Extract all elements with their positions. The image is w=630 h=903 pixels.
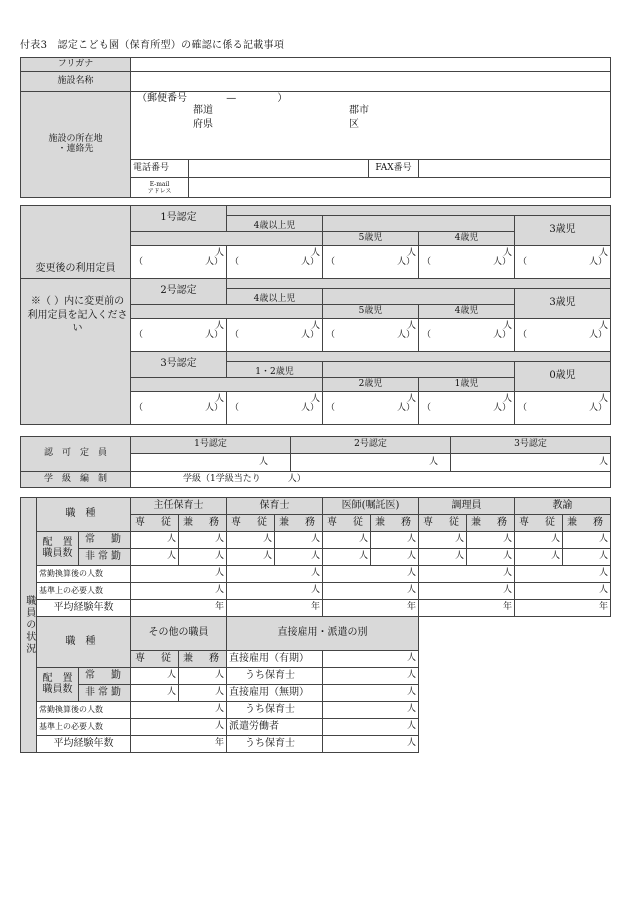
- other-summary-value[interactable]: 人: [131, 719, 227, 736]
- postal-close: ）: [277, 93, 288, 104]
- placement-label-2: 配 置 職員数: [37, 668, 79, 702]
- furigana-label: フリガナ: [21, 58, 131, 72]
- dedicated-header-2: 専 従: [131, 651, 179, 668]
- capacity-value-2-1[interactable]: [131, 319, 227, 352]
- approved-col-3: 3号認定: [451, 437, 611, 454]
- staff-summary-value[interactable]: 年: [515, 600, 611, 617]
- capacity-cert-1: 1号認定: [131, 206, 227, 232]
- paren-close: 人）: [300, 257, 319, 268]
- paren-open: （: [326, 403, 336, 414]
- address-label: 施設の所在地 ・連絡先: [21, 92, 131, 198]
- paren-open: （: [134, 403, 144, 414]
- capacity-header-band: [227, 352, 611, 362]
- paren-open: （: [134, 330, 144, 341]
- prefecture-top: 都道: [193, 105, 213, 116]
- capacity-value-3-1[interactable]: [131, 392, 227, 425]
- approved-col-2: 2号認定: [291, 437, 451, 454]
- capacity-last-2: 3歳児: [515, 289, 611, 319]
- placement-fulltime-2: 常 勤: [79, 668, 131, 685]
- phone-field[interactable]: [189, 160, 369, 178]
- staff-count-parttime[interactable]: 人: [419, 549, 467, 566]
- paren-open: （: [422, 403, 432, 414]
- email-label: E-mail アドレス: [131, 178, 189, 198]
- approved-col-1: 1号認定: [131, 437, 291, 454]
- staff-summary-value[interactable]: 年: [227, 600, 323, 617]
- fte-label-2: 常勤換算後の人数: [37, 702, 131, 719]
- concurrent-header: 兼 務: [563, 515, 611, 532]
- staff-summary-value[interactable]: 年: [131, 600, 227, 617]
- capacity-sub2-3: 1歳児: [419, 378, 515, 392]
- person-unit: 人: [310, 248, 320, 258]
- email-field[interactable]: [189, 178, 611, 198]
- person-unit: 人: [214, 248, 224, 258]
- employment-row-5: 派遣労働者: [227, 719, 323, 736]
- city-top: 郡市: [349, 105, 369, 116]
- person-unit: 人: [406, 394, 416, 404]
- paren-close: 人）: [588, 403, 607, 414]
- paren-open: （: [326, 257, 336, 268]
- person-unit: 人: [310, 394, 320, 404]
- staff-summary-value[interactable]: 人: [323, 583, 419, 600]
- other-count-dedicated[interactable]: 人: [131, 685, 179, 702]
- capacity-value-1-2[interactable]: [227, 246, 323, 279]
- staff-count-fulltime[interactable]: 人: [227, 532, 275, 549]
- staff-count-fulltime[interactable]: 人: [467, 532, 515, 549]
- paren-close: 人）: [492, 330, 511, 341]
- concurrent-header-2: 兼 務: [179, 651, 227, 668]
- staff-summary-value[interactable]: 人: [131, 583, 227, 600]
- staff-count-parttime[interactable]: 人: [323, 549, 371, 566]
- employment-row-1: 直接雇用（有期）: [227, 651, 323, 668]
- dedicated-header: 専 従: [515, 515, 563, 532]
- capacity-value-3-2[interactable]: [227, 392, 323, 425]
- employment-row-4: うち保育士: [227, 702, 323, 719]
- dedicated-header: 専 従: [419, 515, 467, 532]
- employment-label: 直接雇用・派遣の別: [227, 617, 419, 651]
- staff-summary-value[interactable]: 人: [515, 566, 611, 583]
- capacity-cert-2: 2号認定: [131, 279, 227, 305]
- city-bottom: 区: [349, 119, 359, 130]
- experience-label: 平均経験年数: [37, 600, 131, 617]
- paren-open: （: [422, 330, 432, 341]
- staff-summary-value[interactable]: 人: [227, 566, 323, 583]
- required-label-2: 基準上の必要人数: [37, 719, 131, 736]
- paren-close: 人）: [204, 403, 223, 414]
- paren-open: （: [518, 403, 528, 414]
- staff-count-fulltime[interactable]: 人: [419, 532, 467, 549]
- capacity-value-2-3[interactable]: [323, 319, 419, 352]
- person-unit: 人: [502, 394, 512, 404]
- concurrent-header: 兼 務: [467, 515, 515, 532]
- staff-count-parttime[interactable]: 人: [275, 549, 323, 566]
- capacity-value-2-2[interactable]: [227, 319, 323, 352]
- staff-count-parttime[interactable]: 人: [563, 549, 611, 566]
- capacity-value-2-5[interactable]: [515, 319, 611, 352]
- experience-label-2: 平均経験年数: [37, 736, 131, 753]
- staff-count-fulltime[interactable]: 人: [323, 532, 371, 549]
- other-staff-label: その他の職員: [131, 617, 227, 651]
- other-count-dedicated[interactable]: 人: [131, 668, 179, 685]
- capacity-group-1: 4歳以上児: [227, 216, 323, 232]
- other-summary-value[interactable]: 年: [131, 736, 227, 753]
- paren-close: 人）: [396, 330, 415, 341]
- staff-type-5: 教諭: [515, 498, 611, 515]
- staff-count-fulltime[interactable]: 人: [563, 532, 611, 549]
- concurrent-header: 兼 務: [275, 515, 323, 532]
- person-unit: 人: [598, 248, 608, 258]
- paren-close: 人）: [588, 257, 607, 268]
- capacity-sub2-2: 4歳児: [419, 305, 515, 319]
- person-unit: 人: [406, 248, 416, 258]
- fax-field[interactable]: [419, 160, 611, 178]
- staff-count-fulltime[interactable]: 人: [515, 532, 563, 549]
- capacity-value-1-3[interactable]: [323, 246, 419, 279]
- paren-open: （: [230, 403, 240, 414]
- staff-summary-value[interactable]: 人: [515, 583, 611, 600]
- capacity-group-blank-1: [323, 216, 515, 232]
- paren-close: 人）: [492, 403, 511, 414]
- staff-type-4: 調理員: [419, 498, 515, 515]
- staff-count-parttime[interactable]: 人: [179, 549, 227, 566]
- placement-parttime-2: 非常勤: [79, 685, 131, 702]
- facility-name-label: 施設名称: [21, 72, 131, 92]
- staff-type-1: 主任保育士: [131, 498, 227, 515]
- empty-area: [419, 617, 611, 753]
- paren-open: （: [326, 330, 336, 341]
- capacity-cert-3: 3号認定: [131, 352, 227, 378]
- staff-count-fulltime[interactable]: 人: [131, 532, 179, 549]
- paren-close: 人）: [300, 403, 319, 414]
- paren-open: （: [422, 257, 432, 268]
- staff-count-parttime[interactable]: 人: [371, 549, 419, 566]
- staff-summary-value[interactable]: 年: [419, 600, 515, 617]
- person-unit: 人: [214, 394, 224, 404]
- approved-table: [20, 436, 611, 488]
- paren-open: （: [230, 257, 240, 268]
- capacity-sub1-1: 5歳児: [323, 232, 419, 246]
- staff-type-label-2: 職 種: [37, 617, 131, 668]
- staff-type-3: 医師(嘱託医): [323, 498, 419, 515]
- approved-value-3[interactable]: 人: [451, 454, 611, 472]
- staff-count-fulltime[interactable]: 人: [275, 532, 323, 549]
- paren-close: 人）: [396, 257, 415, 268]
- staff-summary-value[interactable]: 人: [419, 566, 515, 583]
- person-unit: 人: [502, 248, 512, 258]
- staff-type-2: 保育士: [227, 498, 323, 515]
- staff-count-parttime[interactable]: 人: [227, 549, 275, 566]
- capacity-header-band: [227, 206, 611, 216]
- concurrent-header: 兼 務: [179, 515, 227, 532]
- capacity-last-3: 0歳児: [515, 362, 611, 392]
- staff-count-fulltime[interactable]: 人: [179, 532, 227, 549]
- paren-close: 人）: [300, 330, 319, 341]
- staff-summary-value[interactable]: 人: [323, 566, 419, 583]
- capacity-cert-blank-2: [131, 305, 323, 319]
- dedicated-header: 専 従: [131, 515, 179, 532]
- class-field[interactable]: 学級（1学級当たり 人）: [131, 472, 611, 488]
- capacity-group-blank-3: [323, 362, 515, 378]
- staff-summary-value[interactable]: 人: [227, 583, 323, 600]
- employment-value-3[interactable]: 人: [323, 685, 419, 702]
- capacity-value-1-1[interactable]: [131, 246, 227, 279]
- staff-summary-value[interactable]: 人: [419, 583, 515, 600]
- address-field[interactable]: [131, 92, 611, 160]
- staff-summary-value[interactable]: 年: [323, 600, 419, 617]
- capacity-sub1-3: 2歳児: [323, 378, 419, 392]
- paren-close: 人）: [588, 330, 607, 341]
- dedicated-header: 専 従: [323, 515, 371, 532]
- paren-open: （: [518, 257, 528, 268]
- staff-count-parttime[interactable]: 人: [131, 549, 179, 566]
- capacity-value-3-3[interactable]: [323, 392, 419, 425]
- employment-row-6: うち保育士: [227, 736, 323, 753]
- person-unit: 人: [502, 321, 512, 331]
- fax-label: FAX番号: [369, 160, 419, 178]
- fte-label: 常勤換算後の人数: [37, 566, 131, 583]
- person-unit: 人: [406, 321, 416, 331]
- employment-value-4[interactable]: 人: [323, 702, 419, 719]
- capacity-value-1-4[interactable]: [419, 246, 515, 279]
- other-summary-value[interactable]: 人: [131, 702, 227, 719]
- prefecture-bottom: 府県: [193, 119, 213, 130]
- postal-dash: —: [226, 93, 237, 104]
- paren-close: 人）: [204, 330, 223, 341]
- placement-parttime: 非常勤: [79, 549, 131, 566]
- capacity-value-3-5[interactable]: [515, 392, 611, 425]
- required-label: 基準上の必要人数: [37, 583, 131, 600]
- other-count-concurrent[interactable]: 人: [179, 685, 227, 702]
- employment-row-3: 直接雇用（無期）: [227, 685, 323, 702]
- facility-table: [20, 57, 611, 198]
- capacity-value-2-4[interactable]: [419, 319, 515, 352]
- page-title: 付表3 認定こども園（保育所型）の確認に係る記載事項: [20, 40, 285, 51]
- paren-close: 人）: [396, 403, 415, 414]
- paren-open: （: [230, 330, 240, 341]
- staff-type-label: 職 種: [37, 498, 131, 532]
- concurrent-header: 兼 務: [371, 515, 419, 532]
- placement-label: 配 置 職員数: [37, 532, 79, 566]
- employment-row-2: うち保育士: [227, 668, 323, 685]
- capacity-group-2: 4歳以上児: [227, 289, 323, 305]
- employment-value-2[interactable]: 人: [323, 668, 419, 685]
- capacity-note: ※（ ）内に変更前の利用定員を記入ください: [21, 279, 131, 425]
- placement-fulltime: 常 勤: [79, 532, 131, 549]
- capacity-cert-blank-3: [131, 378, 323, 392]
- staff-count-parttime[interactable]: 人: [515, 549, 563, 566]
- facility-name-field[interactable]: [131, 72, 611, 92]
- capacity-cert-blank-1: [131, 232, 323, 246]
- capacity-sub2-1: 4歳児: [419, 232, 515, 246]
- capacity-table: [20, 205, 611, 425]
- paren-close: 人）: [204, 257, 223, 268]
- employment-value-1[interactable]: 人: [323, 651, 419, 668]
- furigana-field[interactable]: [131, 58, 611, 72]
- capacity-value-1-5[interactable]: [515, 246, 611, 279]
- capacity-sub1-2: 5歳児: [323, 305, 419, 319]
- capacity-group-3: 1・2歳児: [227, 362, 323, 378]
- staff-table: [20, 497, 611, 753]
- staff-side-label: 職員の状況: [21, 498, 37, 753]
- staff-count-fulltime[interactable]: 人: [371, 532, 419, 549]
- capacity-label: 変更後の利用定員: [21, 206, 131, 279]
- other-count-concurrent[interactable]: 人: [179, 668, 227, 685]
- person-unit: 人: [214, 321, 224, 331]
- capacity-value-3-4[interactable]: [419, 392, 515, 425]
- phone-label: 電話番号: [131, 160, 189, 178]
- paren-open: （: [518, 330, 528, 341]
- person-unit: 人: [598, 321, 608, 331]
- postal-label: （郵便番号: [137, 93, 187, 104]
- employment-value-5[interactable]: 人: [323, 719, 419, 736]
- paren-close: 人）: [492, 257, 511, 268]
- person-unit: 人: [598, 394, 608, 404]
- person-unit: 人: [310, 321, 320, 331]
- dedicated-header: 専 従: [227, 515, 275, 532]
- paren-open: （: [134, 257, 144, 268]
- class-label: 学 級 編 制: [21, 472, 131, 488]
- capacity-group-blank-2: [323, 289, 515, 305]
- approved-label: 認 可 定 員: [21, 437, 131, 472]
- capacity-last-1: 3歳児: [515, 216, 611, 246]
- capacity-header-band: [227, 279, 611, 289]
- employment-value-6[interactable]: 人: [323, 736, 419, 753]
- staff-summary-value[interactable]: 人: [131, 566, 227, 583]
- staff-count-parttime[interactable]: 人: [467, 549, 515, 566]
- approved-value-2[interactable]: 人: [291, 454, 451, 472]
- approved-value-1[interactable]: 人: [131, 454, 291, 472]
